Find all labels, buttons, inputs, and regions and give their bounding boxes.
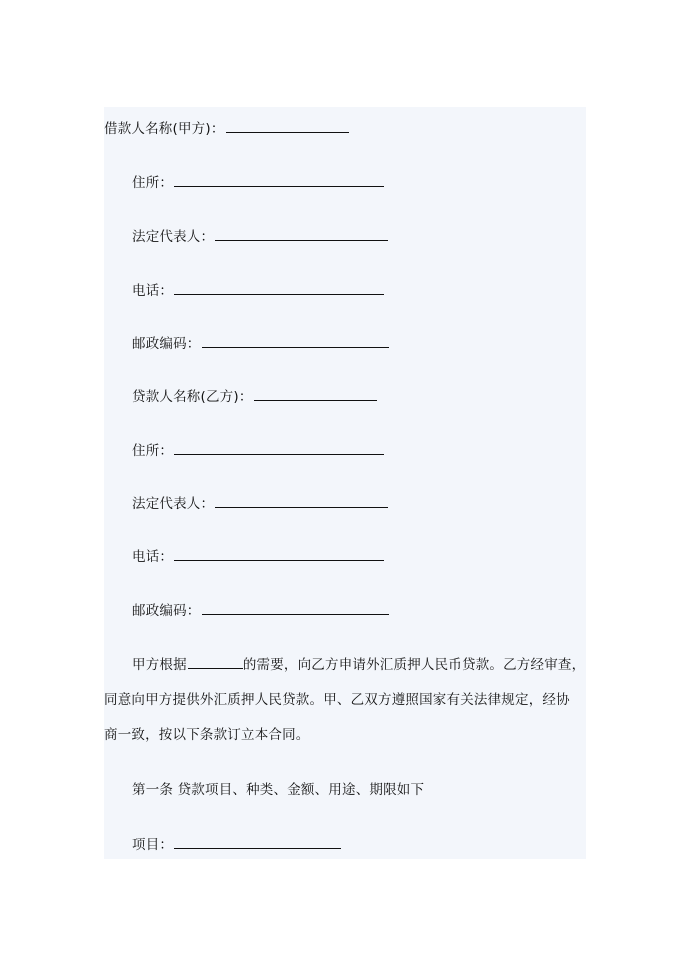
- borrower-phone-label: 电话：: [132, 283, 174, 299]
- lender-postcode-blank[interactable]: [202, 600, 389, 615]
- article-1-heading: [132, 780, 424, 800]
- borrower-name-blank[interactable]: [226, 118, 349, 133]
- lender-phone-line: [132, 546, 384, 567]
- project-blank[interactable]: [174, 834, 341, 849]
- lender-postcode-line: [132, 600, 389, 621]
- lender-phone-label: 电话：: [132, 549, 174, 565]
- project-label: 项目：: [132, 837, 174, 853]
- lender-representative-blank[interactable]: [215, 493, 388, 508]
- agreement-paragraph-line-3: [104, 725, 310, 745]
- borrower-address-label: 住所：: [132, 175, 174, 191]
- borrower-representative-label: 法定代表人：: [132, 229, 215, 245]
- content-panel: [104, 107, 586, 859]
- borrower-address-blank[interactable]: [174, 172, 384, 187]
- borrower-name-line: [104, 118, 349, 139]
- lender-name-blank[interactable]: [254, 386, 377, 401]
- paragraph-text-line-3: 商一致，按以下条款订立本合同。: [104, 727, 310, 743]
- lender-address-line: [132, 440, 384, 461]
- lender-name-line: [132, 386, 377, 407]
- lender-representative-label: 法定代表人：: [132, 496, 215, 512]
- borrower-name-label: 借款人名称(甲方)：: [104, 121, 225, 137]
- borrower-postcode-line: [132, 333, 389, 354]
- lender-address-label: 住所：: [132, 443, 174, 459]
- lender-name-label: 贷款人名称(乙方)：: [132, 389, 253, 405]
- paragraph-text-start: 甲方根据: [132, 657, 187, 673]
- purpose-blank[interactable]: [188, 654, 243, 669]
- borrower-phone-blank[interactable]: [174, 280, 384, 295]
- agreement-paragraph-line-2: [104, 690, 570, 710]
- lender-representative-line: [132, 493, 388, 514]
- borrower-phone-line: [132, 280, 384, 301]
- paragraph-text-rest: 的需要，向乙方申请外汇质押人民币贷款。乙方经审查，: [242, 657, 586, 673]
- agreement-paragraph-line-1: [132, 654, 585, 675]
- borrower-postcode-blank[interactable]: [202, 333, 389, 348]
- project-line: [132, 834, 341, 855]
- borrower-representative-line: [132, 226, 388, 247]
- paragraph-text-line-2: 同意向甲方提供外汇质押人民贷款。甲、乙双方遵照国家有关法律规定，经协: [104, 692, 570, 708]
- lender-postcode-label: 邮政编码：: [132, 603, 201, 619]
- lender-phone-blank[interactable]: [174, 546, 384, 561]
- borrower-address-line: [132, 172, 384, 193]
- borrower-representative-blank[interactable]: [215, 226, 388, 241]
- borrower-postcode-label: 邮政编码：: [132, 336, 201, 352]
- lender-address-blank[interactable]: [174, 440, 384, 455]
- article-1-text: 第一条 贷款项目、种类、金额、用途、期限如下: [132, 782, 425, 798]
